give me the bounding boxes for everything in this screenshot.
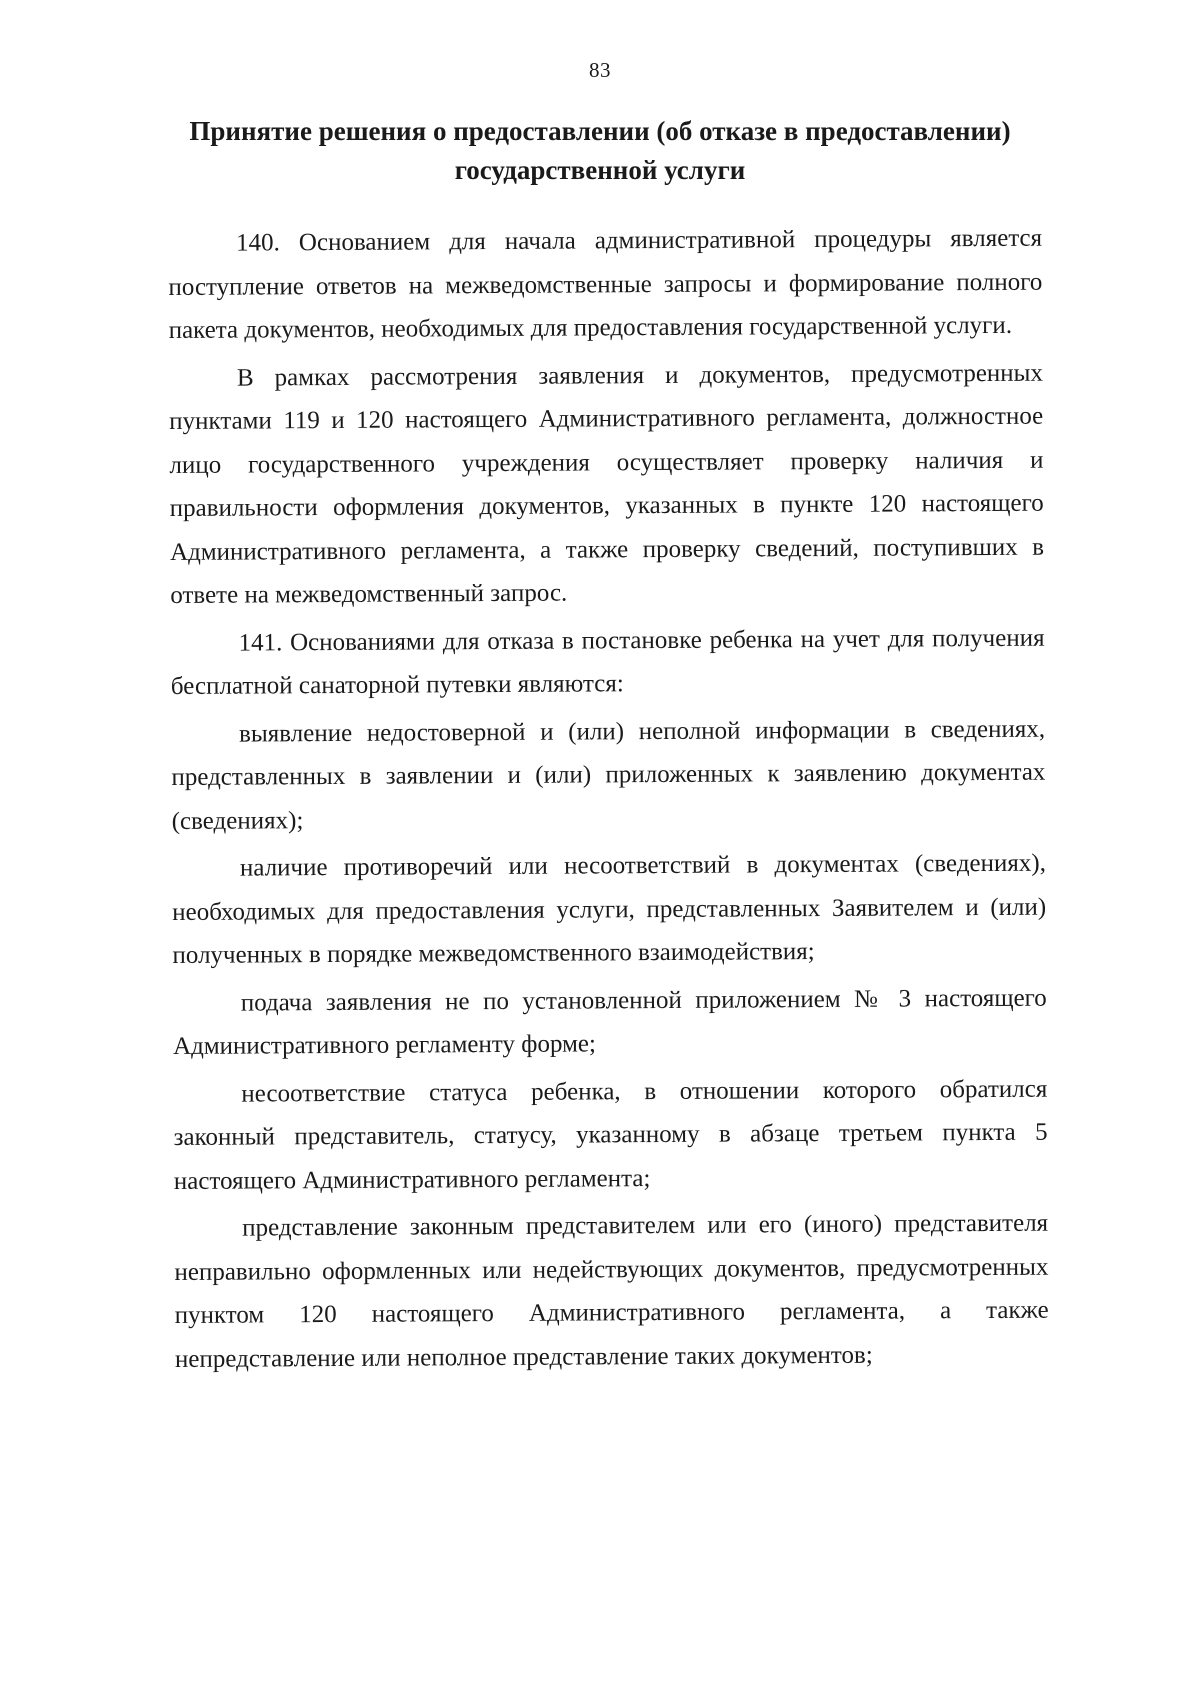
refusal-ground-wrong-form: подача заявления не по установленной приложением № 3 настоящего Административного регламенту форме; bbox=[172, 984, 1047, 1060]
section-title-line-1: Принятие решения о предоставлении (об отказе в предоставлении) bbox=[189, 116, 1011, 146]
refusal-ground-status-mismatch: несоответствие статуса ребенка, в отношении которого обратился законный представитель, статусу, указанному в абзаце третьем пункта 5 настоящего Административного регламента; bbox=[173, 1075, 1048, 1195]
paragraph-140: 140. Основанием для начала административной процедуры является поступление ответов на межведомственные запросы и формирование полного пакета документов, необходимых для предоставления государственной услуги. bbox=[168, 224, 1043, 344]
refusal-ground-unreliable-info: выявление недостоверной и (или) неполной информации в сведениях, представленных в заявлении и (или) приложенных к заявлению документах (сведениях); bbox=[171, 715, 1046, 835]
page-number: 83 bbox=[589, 58, 611, 82]
paragraph-141: 141. Основаниями для отказа в постановке ребенка на учет для получения бесплатной санаторной путевки являются: bbox=[170, 624, 1045, 700]
section-title-line-2: государственной услуги bbox=[454, 155, 746, 185]
refusal-ground-invalid-documents: представление законным представителем или его (иного) представителя неправильно оформленных или недействующих документов, предусмотренных пунктом 120 настоящего Административного регламента, а также непредставление или неполное представление таких документов; bbox=[174, 1209, 1049, 1373]
refusal-ground-contradictions: наличие противоречий или несоответствий в документах (сведениях), необходимых для предоставления услуги, представленных Заявителем и (или) полученных в порядке межведомственного взаимодействия; bbox=[172, 849, 1047, 969]
section-title bbox=[150, 112, 1050, 190]
document-body bbox=[168, 217, 1049, 1385]
paragraph-review-scope: В рамках рассмотрения заявления и документов, предусмотренных пунктами 119 и 120 настоящего Административного регламента, должностное лицо государственного учреждения осуществляет проверку наличия и правильности оформления документов, указанных в пункте 120 настоящего Административного регламента, а также проверку сведений, поступивших в ответе на межведомственный запрос. bbox=[169, 359, 1045, 609]
